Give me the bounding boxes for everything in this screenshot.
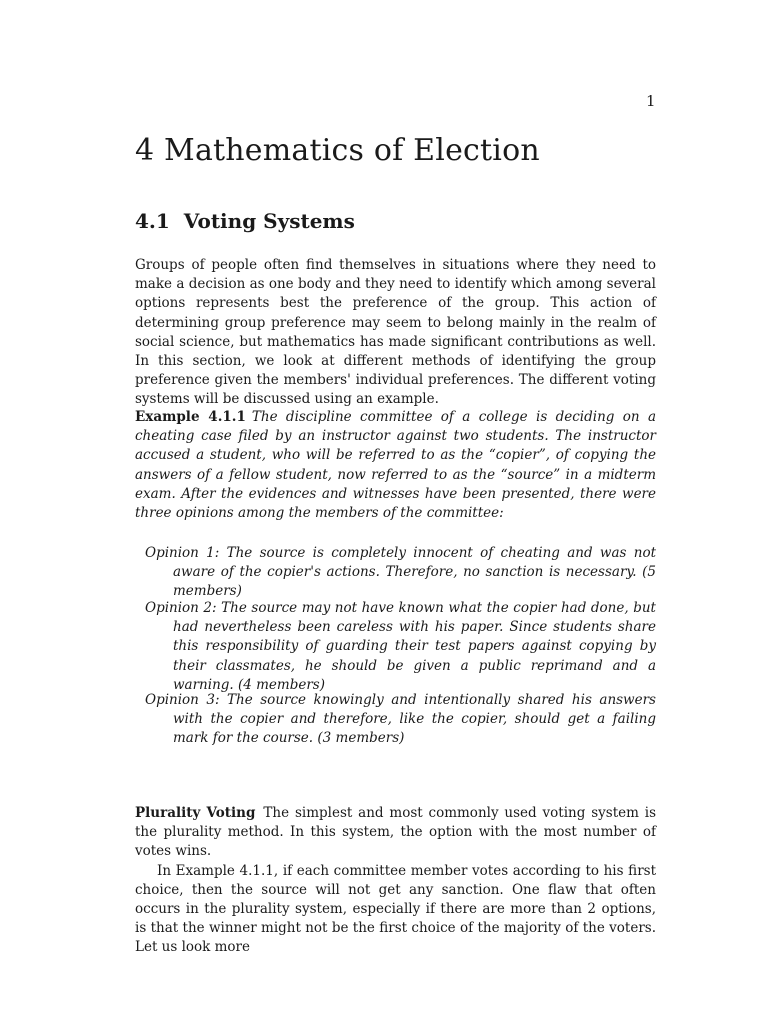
opinion-item: Opinion 2: The source may not have known what the copier had done, but had nevertheless been careless with his paper. Since students share this responsibility of guarding their test papers against copying by their classmates, he should be given a public reprimand and a warning. (4 members): [145, 600, 656, 693]
plurality-label: Plurality Voting: [135, 805, 256, 821]
plurality-continuation: In Example 4.1.1, if each committee member votes according to his first choice, then the source will not get any sanction. One flaw that often occurs in the plurality system, especially if there are more than 2 options, is that the winner might not be the first choice of the majority of the voters. Let us look more: [135, 862, 656, 956]
chapter-title: 4 Mathematics of Election: [135, 133, 540, 168]
opinion-item: Opinion 1: The source is completely innocent of cheating and was not aware of the copier's actions. Therefore, no sanction is necessary. (5 members): [145, 545, 656, 600]
section-number: 4.1: [135, 209, 170, 233]
example-text: The discipline committee of a college is deciding on a cheating case filed by an instructor against two students. The instructor accused a student, who will be referred to as the “copier”, of copying the answers of a fellow student, now referred to as the “source” in a midterm exam. After the evidences and witnesses have been presented, there were three opinions among the members of the committee:: [135, 409, 656, 522]
page-number: 1: [646, 92, 656, 110]
section-title-text: Voting Systems: [183, 209, 355, 233]
plurality-section: [135, 804, 656, 958]
plurality-text: The simplest and most commonly used voting system is the plurality method. In this system, the option with the most number of votes wins.: [135, 805, 657, 860]
intro-paragraph: Groups of people often find themselves in situations where they need to make a decision as one body and they need to identify which among several options represents best the preference of the group. This action of determining group preference may seem to belong mainly in the realm of social science, but mathematics has made significant contributions as well. In this section, we look at different methods of identifying the group preference given the members' individual preferences. The different voting systems will be discussed using an example.: [135, 257, 656, 408]
example-label: Example 4.1.1: [135, 409, 246, 425]
opinion-item: Opinion 3: The source knowingly and intentionally shared his answers with the copier and therefore, like the copier, should get a failing mark for the course. (3 members): [145, 692, 656, 747]
section-title: [135, 209, 355, 233]
example-block: [135, 408, 656, 523]
